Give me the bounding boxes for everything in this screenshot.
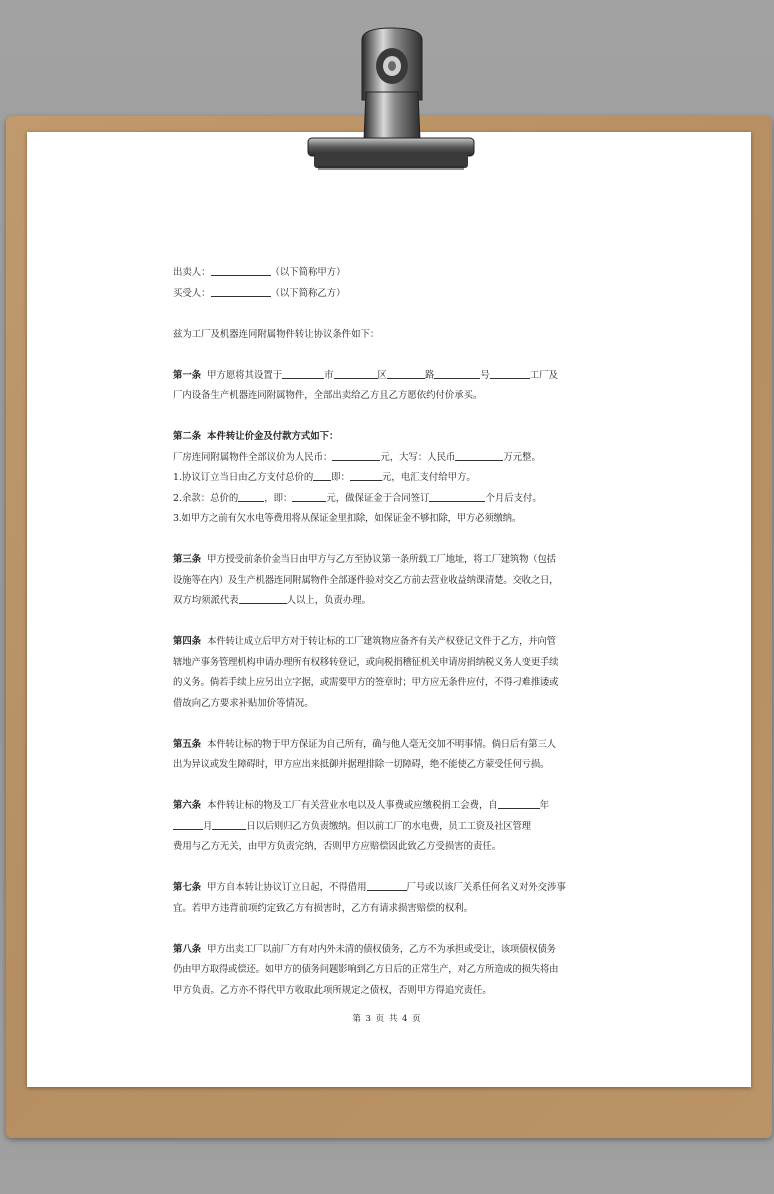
article-3-title: 第三条 <box>173 554 202 565</box>
article-2-text: 厂房连同附属物件全部议价为人民币： <box>173 451 333 463</box>
seller-note: （以下简称甲方） <box>270 267 346 278</box>
article-2-text: 2.余款：总价的 <box>173 492 239 504</box>
article-7-text: 甲方自本转让协议订立日起，不得借用 <box>207 882 367 893</box>
article-2-text: 个月后支付。 <box>485 492 542 504</box>
months-blank <box>429 490 485 502</box>
buyer-note: （以下简称乙方） <box>270 287 346 299</box>
balance-amount-blank <box>292 490 326 502</box>
article-1-text: 市 <box>324 369 334 381</box>
article-2-title: 第二条 <box>173 431 202 442</box>
article-2-heading <box>173 427 603 448</box>
article-2-text: ，即： <box>264 492 293 504</box>
article-2-text: 元，大写：人民币 <box>380 451 456 463</box>
article-3-text: 甲方授受前条价金当日由甲方与乙方至协议第一条所载工厂地址，将工厂建筑物（包括 <box>207 554 556 565</box>
article-1-text: 甲方愿将其设置于 <box>207 369 283 381</box>
buyer-label: 买受人： <box>173 287 211 299</box>
amount-blank <box>350 469 382 481</box>
buyer-blank <box>211 285 271 297</box>
article-1-text: 路 <box>424 369 435 381</box>
factory-name-blank <box>490 367 530 379</box>
article-4-line-3: 的义务。倘若手续上应另出立字据，或需要甲方的签章时；甲方应无条件应付，不得刁难推诿或 <box>173 677 559 688</box>
day-blank <box>212 818 246 830</box>
article-5-line-1 <box>173 735 603 756</box>
article-4-line-2: 辖地产事务管理机构申请办理所有权移转登记，或向税捐稽征机关申请房捐纳税义务人变更手续 <box>173 656 559 668</box>
article-6-title: 第六条 <box>173 800 202 811</box>
article-2-heading-text: 本件转让价金及付款方式如下： <box>207 431 339 442</box>
article-2-line-4: 3.如甲方之前有欠水电等费用将从保证金里扣除，如保证金不够扣除，甲方必须缴纳。 <box>173 513 522 524</box>
article-1-line-2: 厂内设备生产机器连同附属物件，全部出卖给乙方且乙方愿依约付价承买。 <box>173 390 483 401</box>
month-blank <box>173 818 203 830</box>
article-2-text: 元，做保证金于合同签订 <box>326 492 430 504</box>
district-blank <box>334 367 378 379</box>
road-blank <box>387 367 425 379</box>
seller-blank <box>211 264 271 276</box>
article-8-line-2: 仍由甲方取得或偿还。如甲方的债务问题影响到乙方日后的正常生产，对乙方所造成的损失将由 <box>173 964 559 975</box>
article-1-text: 区 <box>377 369 387 381</box>
seller-line <box>173 263 603 284</box>
article-2-text: 即： <box>331 472 350 483</box>
article-8-text: 甲方出卖工厂以前厂方有对内外未清的债权债务，乙方不为承担或受让，该项债权债务 <box>207 943 556 955</box>
article-6-line-1 <box>173 796 603 817</box>
article-1-title: 第一条 <box>173 369 202 381</box>
article-2-text: 万元整。 <box>503 451 541 463</box>
article-4-title: 第四条 <box>173 636 202 647</box>
city-blank <box>282 367 324 379</box>
year-blank <box>498 797 540 809</box>
article-3-line-3 <box>173 591 603 612</box>
balance-percent-blank <box>238 490 264 502</box>
article-2-line-2 <box>173 468 603 489</box>
article-5-text: 本件转让标的物于甲方保证为自己所有，确与他人毫无交加不明事情。倘日后有第三人 <box>207 738 556 750</box>
article-7-text: 厂号或以该厂关系任何名义对外交涉事 <box>406 882 566 893</box>
article-8-line-1 <box>173 940 603 961</box>
factory-brand-blank <box>367 879 407 891</box>
price-words-blank <box>455 449 503 461</box>
article-8-line-3: 甲方负责。乙方亦不得代甲方收取此项所规定之债权，否则甲方得追究责任。 <box>173 984 492 996</box>
percent-blank <box>313 469 331 481</box>
article-6-text: 年 <box>539 800 550 811</box>
article-1-text: 号 <box>480 369 490 381</box>
article-2-text: 1.协议订立当日由乙方支付总价的 <box>173 472 314 483</box>
contract-body <box>173 263 603 1001</box>
article-5-line-2: 出为异议或发生障碍时，甲方应出来抵御并据理排除一切障碍，绝不能使乙方蒙受任何亏损。 <box>173 759 550 770</box>
buyer-line <box>173 284 603 305</box>
price-blank <box>332 449 380 461</box>
article-3-text: 人以上，负责办理。 <box>286 595 372 606</box>
article-8-title: 第八条 <box>173 943 202 955</box>
article-6-text: 日以后则归乙方负责缴纳。但以前工厂的水电费，员工工资及社区管理 <box>246 820 531 832</box>
article-6-text: 本件转让标的物及工厂有关营业水电以及人事费或应缴税捐工会费，自 <box>207 800 498 811</box>
article-3-text: 双方均须派代表 <box>173 595 239 606</box>
article-2-text: 元，电汇支付给甲方。 <box>381 472 476 483</box>
intro-line: 兹为工厂及机器连同附属物件转让协议条件如下： <box>173 328 380 340</box>
article-2-line-3 <box>173 489 603 510</box>
article-6-text: 月 <box>203 820 213 832</box>
binder-clip-icon <box>0 0 774 190</box>
article-4-line-4: 借故向乙方要求补贴加价等情况。 <box>173 697 314 709</box>
article-3-line-2: 设施等在内）及生产机器连同附属物件全部逐件验对交乙方前去营业收益纳课清楚。交收之日， <box>173 574 559 586</box>
article-7-title: 第七条 <box>173 882 202 893</box>
article-1-line-1 <box>173 366 603 387</box>
page-number: 第 3 页 共 4 页 <box>352 1014 422 1024</box>
article-5-title: 第五条 <box>173 738 202 750</box>
article-6-line-3: 费用与乙方无关，由甲方负责完纳，否则甲方应赔偿因此致乙方受损害的责任。 <box>173 841 502 852</box>
seller-label: 出卖人： <box>173 267 211 278</box>
number-blank <box>434 367 480 379</box>
article-4-line-1 <box>173 632 603 653</box>
article-7-line-2: 宜。若甲方违背前项约定致乙方有损害时，乙方有请求损害赔偿的权利。 <box>173 902 474 914</box>
article-2-line-1 <box>173 448 603 469</box>
article-3-line-1 <box>173 550 603 571</box>
article-7-line-1 <box>173 878 603 899</box>
representatives-blank <box>239 592 287 604</box>
article-4-text: 本件转让成立后甲方对于转让标的工厂建筑物应备齐有关产权登记文件于乙方，并向管 <box>207 636 556 647</box>
article-6-line-2 <box>173 817 603 838</box>
article-1-text: 工厂及 <box>529 369 558 381</box>
